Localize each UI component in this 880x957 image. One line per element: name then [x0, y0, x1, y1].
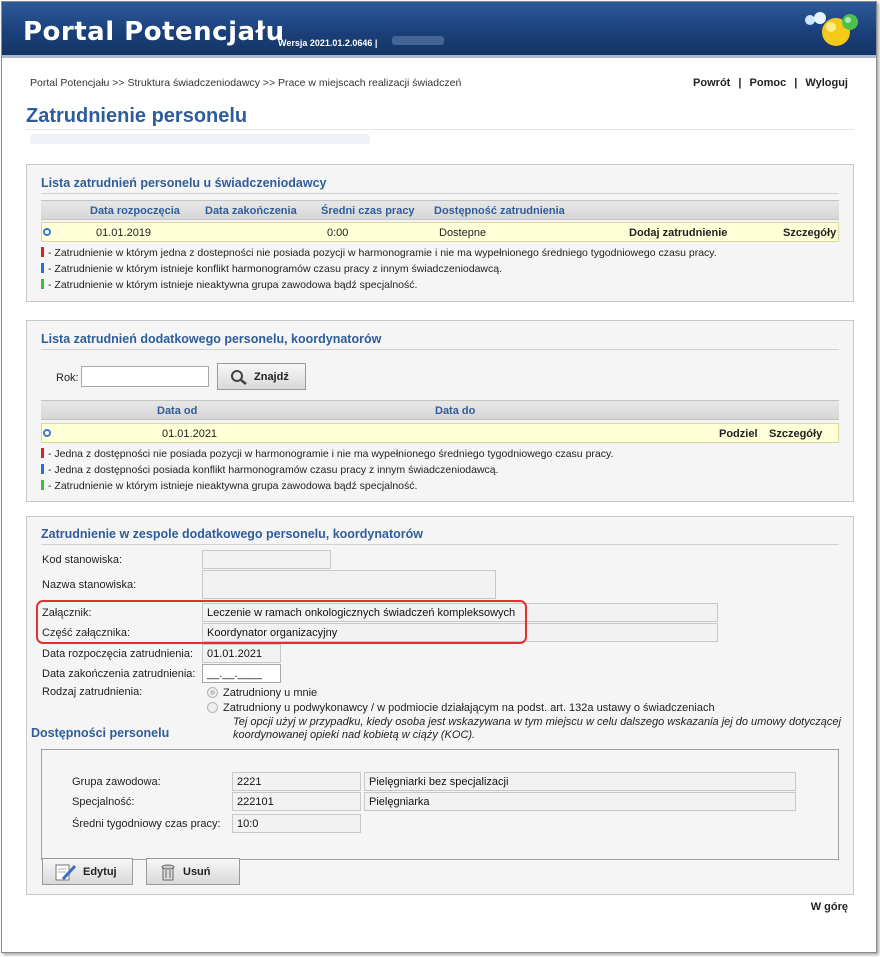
- cell-avg-time: 0:00: [327, 227, 349, 239]
- radio-employed-here-label: Zatrudniony u mnie: [223, 687, 318, 699]
- radio-employed-here[interactable]: [207, 687, 218, 698]
- portal-window: [1, 1, 877, 953]
- avg-time-field[interactable]: 10:0: [232, 814, 361, 833]
- col-date-from[interactable]: Data od: [157, 405, 198, 417]
- panel-divider: [41, 349, 839, 350]
- position-code-label: Kod stanowiska:: [42, 554, 123, 566]
- blue-marker-icon: [41, 263, 44, 273]
- group-label: Grupa zawodowa:: [72, 776, 161, 788]
- logout-link[interactable]: Wyloguj: [805, 77, 848, 89]
- year-label: Rok:: [56, 372, 79, 384]
- details-link[interactable]: Szczegóły: [769, 428, 823, 440]
- col-availability[interactable]: Dostępność zatrudnienia: [434, 205, 565, 217]
- add-employment-link[interactable]: Dodaj zatrudnienie: [629, 227, 728, 239]
- radio-subcontractor[interactable]: [207, 702, 218, 713]
- grid-header: [41, 400, 839, 420]
- group-code-field[interactable]: 2221: [232, 772, 361, 791]
- search-icon: [230, 369, 248, 385]
- coordinators-panel: [26, 320, 854, 502]
- page-title: Zatrudnienie personelu: [26, 105, 248, 127]
- legend-text: - Jedna z dostępności nie posiada pozycji w harmonogramie i nie ma wypełnionego średniego tygodniowego czasu pracy.: [48, 448, 614, 460]
- red-marker-icon: [41, 247, 44, 257]
- legend-text: - Zatrudnienie w którym istnieje nieaktywna grupa zawodowa bądź specjalność.: [48, 279, 418, 291]
- split-link[interactable]: Podziel: [719, 428, 758, 440]
- panel-divider: [41, 544, 839, 545]
- back-link[interactable]: Powrót: [693, 77, 731, 89]
- edit-button-label: Edytuj: [83, 865, 117, 878]
- edit-button[interactable]: [42, 858, 133, 885]
- availability-legend: Dostępności personelu: [28, 726, 172, 740]
- subtitle-redacted: [30, 134, 370, 144]
- row-expand-icon[interactable]: [43, 429, 51, 437]
- app-header: [2, 2, 876, 58]
- specialty-label: Specjalność:: [72, 796, 135, 808]
- blue-marker-icon: [41, 464, 44, 474]
- separator: |: [738, 77, 742, 89]
- position-name-label: Nazwa stanowiska:: [42, 579, 137, 591]
- group-name-field[interactable]: Pielęgniarki bez specjalizacji: [364, 772, 796, 791]
- attachment-part-label: Część załącznika:: [42, 627, 131, 639]
- panel-title: Zatrudnienie w zespole dodatkowego personelu, koordynatorów: [41, 527, 423, 541]
- position-code-field[interactable]: [202, 550, 331, 569]
- specialty-code-field[interactable]: 222101: [232, 792, 361, 811]
- table-row[interactable]: [41, 222, 839, 242]
- highlight-annotation: [36, 600, 527, 644]
- top-links: [693, 77, 848, 89]
- legend: [41, 245, 717, 293]
- table-row[interactable]: [41, 423, 839, 443]
- attachment-part-field[interactable]: Koordynator organizacyjny: [202, 623, 718, 642]
- back-to-top-link[interactable]: W górę: [810, 901, 848, 913]
- search-button-label: Znajdź: [254, 370, 289, 383]
- delete-button-label: Usuń: [183, 865, 211, 878]
- pencil-document-icon: [55, 863, 77, 881]
- search-button[interactable]: [217, 363, 306, 390]
- col-end-date[interactable]: Data zakończenia: [205, 205, 297, 217]
- attachment-label: Załącznik:: [42, 607, 92, 619]
- avg-time-label: Średni tygodniowy czas pracy:: [72, 818, 221, 830]
- col-avg-time[interactable]: Średni czas pracy: [321, 205, 415, 217]
- legend: [41, 446, 613, 494]
- help-link[interactable]: Pomoc: [749, 77, 787, 89]
- details-link[interactable]: Szczegóły: [783, 227, 837, 239]
- cell-date-from: 01.01.2021: [162, 428, 218, 440]
- green-marker-icon: [41, 279, 44, 289]
- specialty-name-field[interactable]: Pielęgniarka: [364, 792, 796, 811]
- staff-employment-panel: [26, 164, 854, 302]
- end-date-label: Data zakończenia zatrudnienia:: [42, 668, 196, 680]
- employment-type-label: Rodzaj zatrudnienia:: [42, 686, 143, 698]
- panel-title: Lista zatrudnień personelu u świadczeniodawcy: [41, 176, 327, 190]
- grid-header: [41, 200, 839, 220]
- panel-title: Lista zatrudnień dodatkowego personelu, koordynatorów: [41, 332, 382, 346]
- breadcrumb: Portal Potencjału >> Struktura świadczeniodawcy >> Prace w miejscach realizacji świadczeń: [30, 77, 462, 89]
- end-date-field[interactable]: __.__.____: [202, 664, 281, 683]
- col-date-to[interactable]: Data do: [435, 405, 476, 417]
- trash-icon: [159, 863, 177, 881]
- row-expand-icon[interactable]: [43, 228, 51, 236]
- legend-text: - Zatrudnienie w którym istnieje konflikt harmonogramów czasu pracy z innym świadczeniodawcą.: [48, 263, 503, 275]
- col-start-date[interactable]: Data rozpoczęcia: [90, 205, 180, 217]
- portal-logo-icon: [798, 10, 864, 50]
- attachment-field[interactable]: Leczenie w ramach onkologicznych świadczeń kompleksowych: [202, 603, 718, 622]
- cell-start-date: 01.01.2019: [96, 227, 152, 239]
- red-marker-icon: [41, 448, 44, 458]
- start-date-label: Data rozpoczęcia zatrudnienia:: [42, 648, 194, 660]
- delete-button[interactable]: [146, 858, 240, 885]
- legend-text: - Zatrudnienie w którym jedna z dostepności nie posiada pozycji w harmonogramie i nie ma wypełnionego średniego tygodniowego czasu pracy.: [48, 247, 717, 259]
- radio-subcontractor-label: Zatrudniony u podwykonawcy / w podmiocie działającym na podst. art. 132a ustawy o świadczeniach: [223, 702, 715, 714]
- legend-text: - Jedna z dostępności posiada konflikt harmonogramów czasu pracy z innym świadczeniodawcą.: [48, 464, 499, 476]
- availability-fieldset: [41, 749, 839, 860]
- position-name-field[interactable]: [202, 570, 496, 599]
- app-brand: Portal Potencjału: [23, 17, 285, 47]
- version-redacted: [392, 36, 444, 45]
- legend-text: - Zatrudnienie w którym istnieje nieaktywna grupa zawodowa bądź specjalność.: [48, 480, 418, 492]
- year-input[interactable]: [81, 366, 209, 387]
- title-divider: [26, 129, 854, 130]
- panel-divider: [41, 193, 839, 194]
- start-date-field[interactable]: 01.01.2021: [202, 644, 281, 663]
- app-version: Wersja 2021.01.2.0646 |: [278, 38, 378, 48]
- coordinator-employment-form: [26, 516, 854, 895]
- subcontractor-note: Tej opcji użyj w przypadku, kiedy osoba jest wskazywana w tym miejscu w celu dalszego wskazania jej do umowy dotyczącej koordynowanej opieki nad kobietą w ciąży (KOC).: [233, 716, 841, 741]
- separator: |: [794, 77, 798, 89]
- cell-availability: Dostepne: [439, 227, 487, 239]
- green-marker-icon: [41, 480, 44, 490]
